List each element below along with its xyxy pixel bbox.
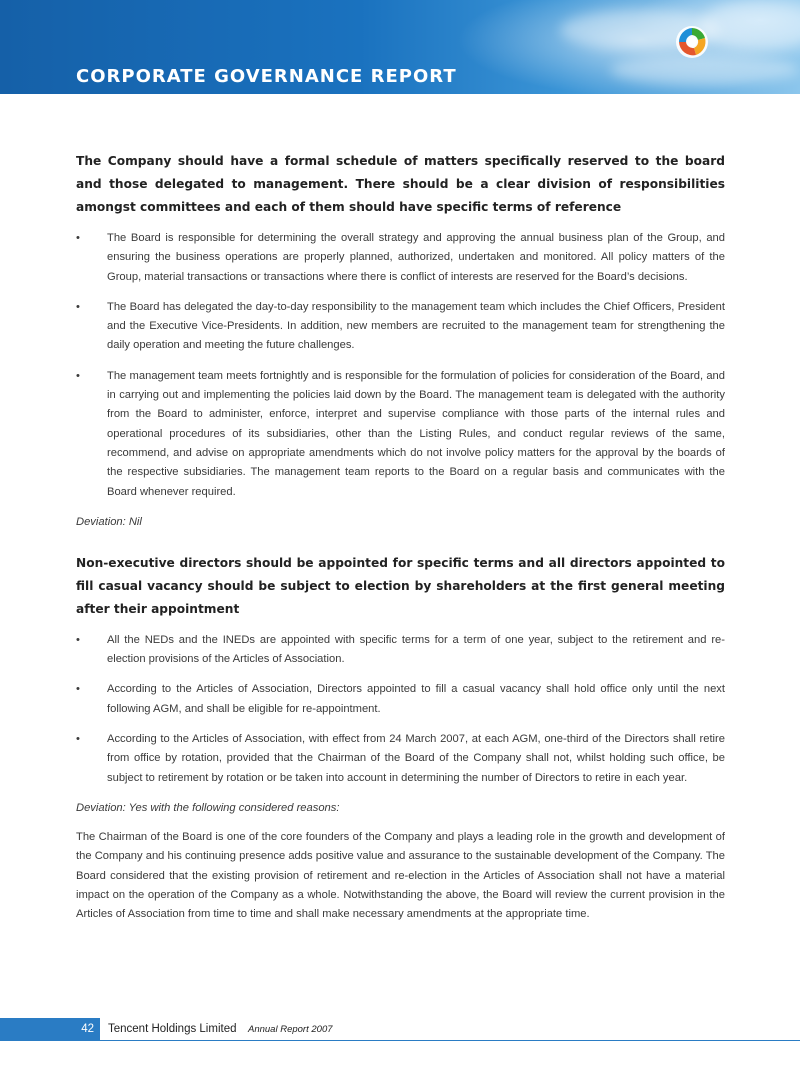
- bullet-list: [76, 631, 725, 788]
- page-footer: [0, 1018, 800, 1041]
- bullet-marker: •: [76, 232, 80, 244]
- body-paragraph: The Chairman of the Board is one of the core founders of the Company and plays a leading role in the growth and development of the Company and his continuing presence adds positive value and assurance to the sustainable development of the Company. The Board considered that the existing provision of retirement and re-election in the Articles of Association shall not have a material impact on the operation of the Company as a whole. Notwithstanding the above, the Board will review the current provision in the Articles of Association from time to time and shall make necessary amendments at the appropriate time.: [76, 830, 725, 921]
- tencent-circle-logo-icon: [674, 24, 710, 60]
- list-item: [76, 680, 725, 719]
- list-item-text: The Board is responsible for determining the overall strategy and approving the annual business plan of the Group, and ensuring the business operations are properly planned, authorized, undertaken and monitored. All policy matters of the Group, material transactions or transactions where there is conflict of interests are reserved for the Board’s decisions.: [107, 232, 725, 283]
- footer-report-title: Annual Report 2007: [248, 1024, 333, 1035]
- bullet-marker: •: [76, 633, 80, 646]
- page-number: 42: [81, 1023, 94, 1035]
- list-item: [76, 367, 725, 502]
- list-item-text: All the NEDs and the INEDs are appointed with specific terms for a term of one year, subject to the retirement and re-election provisions of the Articles of Association.: [107, 633, 725, 666]
- bullet-list: [76, 229, 725, 502]
- bullet-marker: •: [76, 369, 80, 382]
- header-banner: [0, 0, 800, 94]
- bullet-marker: •: [76, 733, 80, 746]
- list-item: [76, 298, 725, 356]
- bullet-marker: •: [76, 300, 80, 313]
- list-item-text: The Board has delegated the day-to-day responsibility to the management team which includes the Chief Officers, President and the Executive Vice-Presidents. In addition, new members are recruited to the management team for strengthening the daily operation and meeting the future challenges.: [107, 300, 725, 352]
- page-number-box: [0, 1018, 100, 1040]
- list-item-text: The management team meets fortnightly and is responsible for the formulation of policies for consideration of the Board, and in carrying out and implementing the policies laid down by the Board. The management team is delegated with the authority from the Board to administer, enforce, interpret and supervise compliance with those parts of the internal rules and operational procedures of its subsidiaries, other than the Listing Rules, and conduct regular reviews of the same, recommend, and advise on appropriate amendments which do not involve policy matters for the approval by the boards of the respective subsidiaries. The management team reports to the Board on a regular basis and communicates with the Board whenever required.: [107, 369, 725, 498]
- list-item: [76, 229, 725, 287]
- footer-company-name: Tencent Holdings Limited: [108, 1023, 237, 1035]
- bullet-marker: •: [76, 683, 80, 696]
- main-content: [76, 150, 725, 924]
- page-header-title: CORPORATE GOVERNANCE REPORT: [76, 66, 457, 87]
- list-item: [76, 631, 725, 670]
- list-item: [76, 730, 725, 788]
- section-heading: The Company should have a formal schedule of matters specifically reserved to the board and those delegated to management. There should be a clear division of responsibilities amongst committees and each of them should have specific terms of reference: [76, 154, 725, 214]
- section-heading: Non-executive directors should be appointed for specific terms and all directors appointed to fill casual vacancy should be subject to election by shareholders at the first general meeting after their appointment: [76, 555, 725, 616]
- deviation-note: Deviation: Nil: [76, 515, 142, 528]
- cloud-decoration: [700, 0, 800, 50]
- list-item-text: According to the Articles of Association, with effect from 24 March 2007, at each AGM, one-third of the Directors shall retire from office by rotation, provided that the Chairman of the Board of the Company shall not, whilst holding such office, be subject to retirement by rotation or be taken into account in determining the number of Directors to retire in each year.: [107, 733, 725, 784]
- list-item-text: According to the Articles of Association, Directors appointed to fill a casual vacancy shall hold office only until the next following AGM, and shall be eligible for re-appointment.: [107, 683, 725, 715]
- deviation-note: Deviation: Yes with the following considered reasons:: [76, 801, 340, 814]
